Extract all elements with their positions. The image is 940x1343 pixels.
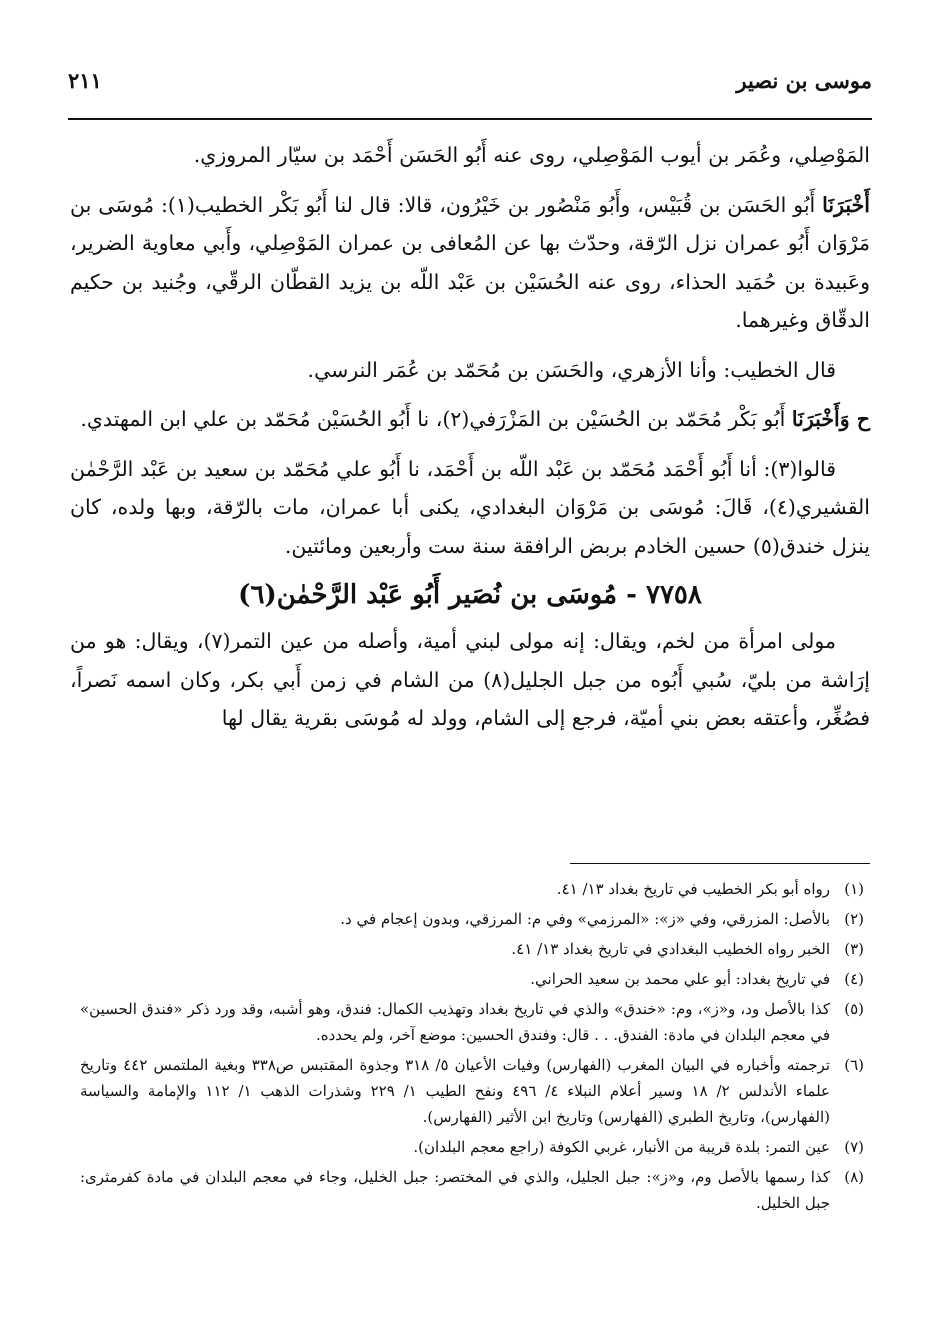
footnote-text: عين التمر: بلدة قريبة من الأنبار، غربي الكوفة (راجع معجم البلدان). <box>413 1138 830 1156</box>
footnotes <box>80 876 864 1220</box>
footnote-number: (٢) <box>844 910 864 928</box>
footnote-text: في تاريخ بغداد: أبو علي محمد بن سعيد الحراني. <box>530 970 830 988</box>
footnote-number: (٧) <box>844 1138 864 1156</box>
footnote <box>80 1052 864 1130</box>
footnote-rule <box>570 863 870 864</box>
paragraph-2-text: أَبُو الحَسَن بن قُبَيْس، وأَبُو مَنْصُور بن خَيْرُون، قالا: قال لنا أَبُو بَكْر الخطيب(١): مُوسَى بن مَرْوَان أَبُو عمران نزل الرّقة، وحدّث بها عن المُعافى بن عمران المَوْصِلي، وأَبي معاوية الضرير، وعَبيدة بن حُمَيد الحذاء، روى عنه الحُسَيْن بن عَبْد اللّه بن يزيد القطّان الرقّي، وجُنيد بن حكيم الدقّاق وغيرهما. <box>70 192 870 332</box>
footnote-number: (٨) <box>844 1168 864 1186</box>
footnote-text: ترجمته وأخباره في البيان المغرب (الفهارس) وفيات الأعيان ٥/ ٣١٨ وجذوة المقتبس ص٣٣٨ وبغية الملتمس ٤٤٢ وتاريخ علماء الأندلس ٢/ ١٨ وسير أعلام النبلاء ٤/ ٤٩٦ ونفح الطيب ١/ ٢٢٩ وشذرات الذهب ١/ ١١٢ والإمامة والسياسة (الفهارس)، وتاريخ الطبري (الفهارس) وتاريخ ابن الأثير (الفهارس). <box>80 1056 831 1126</box>
footnote-number: (٥) <box>844 1000 864 1018</box>
paragraph-4 <box>70 400 870 439</box>
footnote-text: كذا رسمها بالأصل وم، و«ز»: جبل الجليل، والذي في المختصر: جبل الخليل، وجاء في معجم البلدان في مادة كفرمثرى: جبل الخليل. <box>80 1168 830 1212</box>
page-header <box>68 68 872 108</box>
footnote-number: (٦) <box>844 1056 864 1074</box>
page-number: ٢١١ <box>68 68 102 93</box>
header-rule <box>68 118 872 120</box>
footnote <box>80 966 864 992</box>
footnote <box>80 936 864 962</box>
footnote-text: رواه أبو بكر الخطيب في تاريخ بغداد ١٣/ ٤١. <box>556 880 830 898</box>
paragraph-4-text: أَبُو بَكْر مُحَمّد بن الحُسَيْن بن المَزْرَفي(٢)، نا أَبُو الحُسَيْن مُحَمّد بن علي ابن المهتدي. <box>80 407 786 431</box>
footnote <box>80 1134 864 1160</box>
paragraph-6: مولى امرأة من لخم، ويقال: إنه مولى لبني أمية، وأصله من عين التمر(٧)، ويقال: هو من إرَاشة من بليّ، سُبي أَبُوه من جبل الجليل(٨) من الشام في زمن أَبي بكر، وكان اسمه نَصراً، فصُغِّر، وأعتقه بعض بني أميّة، فرجع إلى الشام، وولد له مُوسَى بقرية يقال لها <box>70 629 870 730</box>
footnote-text: الخبر رواه الخطيب البغدادي في تاريخ بغداد ١٣/ ٤١. <box>511 940 830 958</box>
footnote-number: (١) <box>844 880 864 898</box>
entry-heading: ٧٧٥٨ - مُوسَى بن نُصَير أَبُو عَبْد الرَّحْمٰن(٦) <box>238 580 702 610</box>
paragraph-1: المَوْصِلي، وعُمَر بن أيوب المَوْصِلي، روى عنه أَبُو الحَسَن أَحْمَد بن سيّار المروزي. <box>193 143 870 167</box>
isnad-lead: أَخْبَرَنَا <box>822 192 870 217</box>
main-text <box>70 136 870 749</box>
running-title: موسى بن نصير <box>736 68 872 93</box>
footnote-text: كذا بالأصل ود، و«ز»، وم: «خندق» والذي في تاريخ بغداد وتهذيب الكمال: فندق، وهو أشبه، وقد ورد ذكر «فندق الحسين» في معجم البلدان في مادة: الفندق. . . قال: وفندق الحسين: موضع آخر، ولم يحدده. <box>80 1000 830 1044</box>
paragraph-5: قالوا(٣): أنا أَبُو أَحْمَد مُحَمّد بن عَبْد اللّه بن أَحْمَد، نا أَبُو علي مُحَمّد بن سعيد بن عَبْد الرَّحْمٰن القشيري(٤)، قَالَ: مُوسَى بن مَرْوَان البغدادي، يكنى أبا عمران، مات بالرّقة، وبها ولده، كان ينزل خندق(٥) حسين الخادم بربض الرافقة سنة ست وأربعين ومائتين. <box>70 456 870 558</box>
paragraph-2 <box>70 186 870 340</box>
footnote-text: بالأصل: المزرقي، وفي «ز»: «المرزمي» وفي م: المرزقي، وبدون إعجام في د. <box>340 910 830 928</box>
footnote-number: (٤) <box>844 970 864 988</box>
footnote <box>80 996 864 1048</box>
footnote <box>80 906 864 932</box>
footnote-number: (٣) <box>844 940 864 958</box>
footnote <box>80 876 864 902</box>
isnad-lead: ح وَأَخْبَرَنَا <box>791 407 870 431</box>
footnote <box>80 1164 864 1216</box>
paragraph-3: قال الخطيب: وأنا الأزهري، والحَسَن بن مُحَمّد بن عُمَر النرسي. <box>307 357 836 382</box>
